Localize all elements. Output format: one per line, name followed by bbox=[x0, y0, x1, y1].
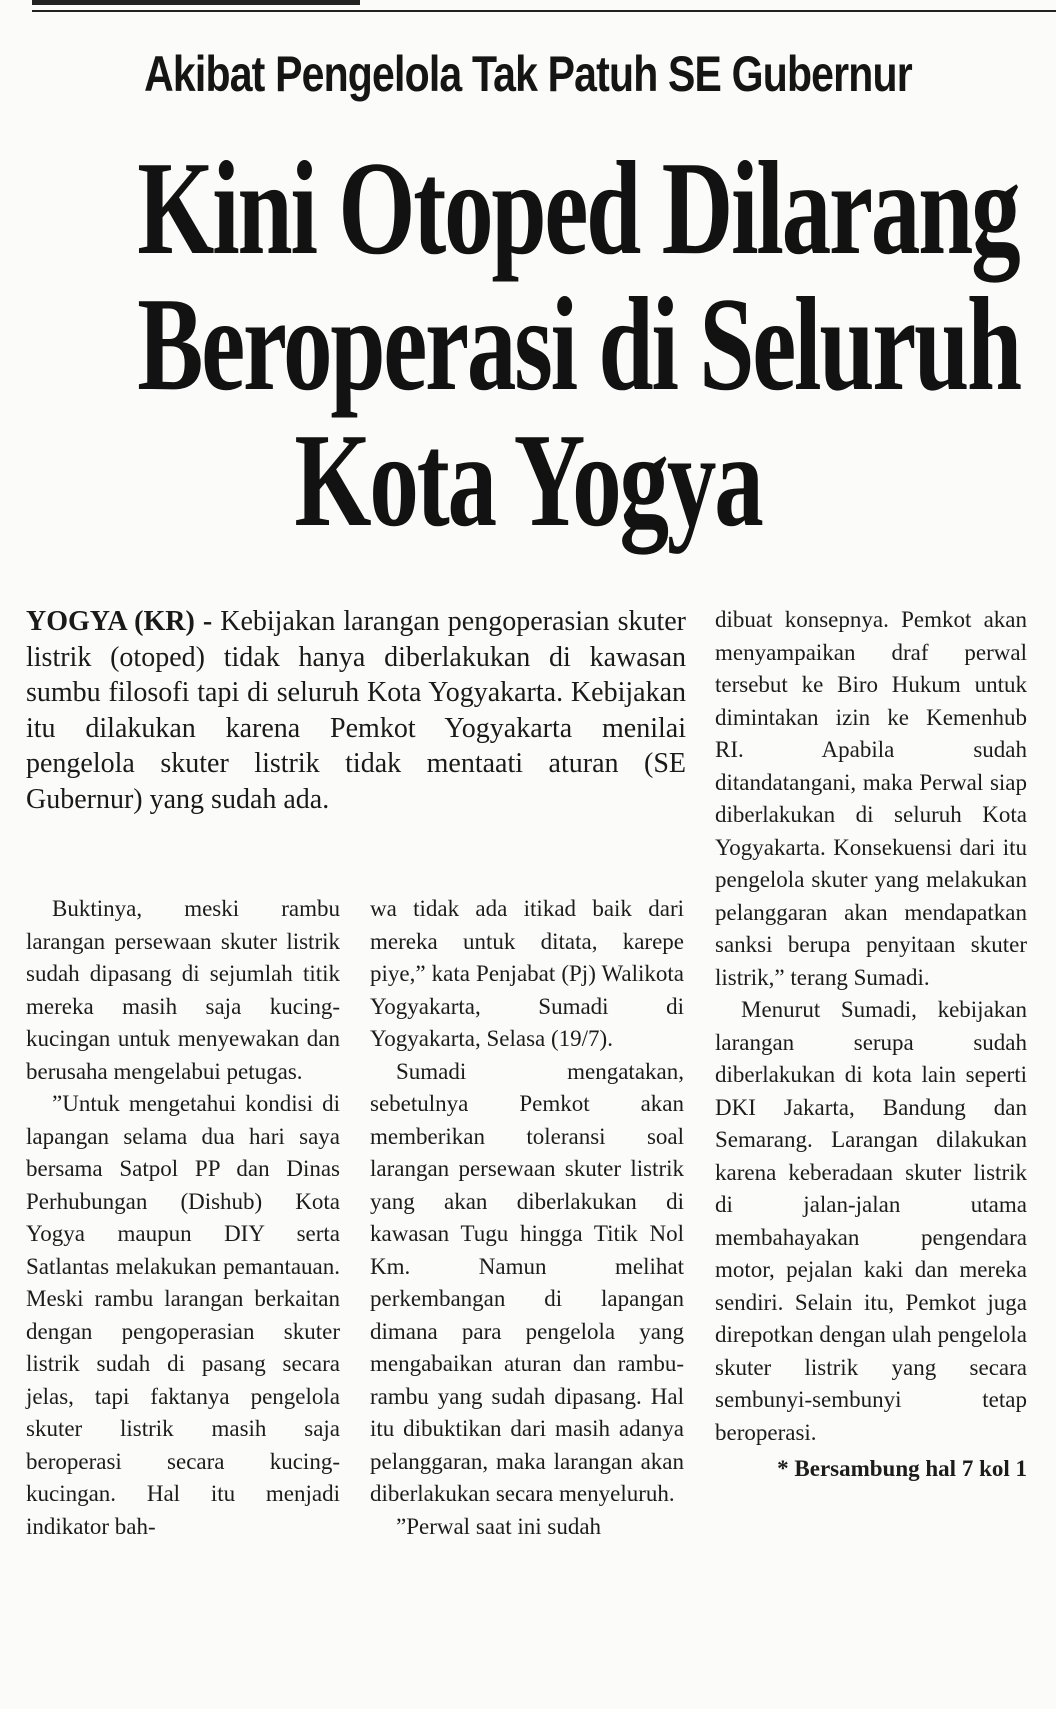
continued-note: * Bersambung hal 7 kol 1 bbox=[777, 1456, 1027, 1481]
paragraph: Menurut Sumadi, kebijakan larangan serupa sudah diberlakukan di kota lain seperti DKI Jakarta, Bandung dan Semarang. Larangan dilakukan karena keberadaan skuter listrik di jalan-jalan utama membahayakan pengendara motor, pejalan kaki dan mereka sendiri. Selain itu, Pemkot juga direpotkan dengan ulah pengelola skuter listrik yang secara sembunyi-sembunyi tetap beroperasi. bbox=[715, 997, 1027, 1445]
article-lead bbox=[26, 604, 686, 817]
top-rule-thin bbox=[32, 10, 1056, 12]
headline-line-2: Beroperasi di Seluruh bbox=[137, 270, 1020, 418]
lead-text: Kebijakan larangan pengoperasian skuter listrik (otoped) tidak hanya diberlakukan di kawasan sumbu filosofi tapi di seluruh Kota Yogyakarta. Kebijakan itu dilakukan karena Pemkot Yogyakarta menilai pengelola skuter listrik tidak mentaati aturan (SE Gubernur) yang sudah ada. bbox=[26, 606, 687, 815]
paragraph: ”Untuk mengetahui kondisi di lapangan selama dua hari saya bersama Satpol PP dan Dinas Perhubungan (Dishub) Kota Yogya maupun DIY serta Satlantas melakukan pemantauan. Meski rambu larangan berkaitan dengan pengoperasian skuter listrik sudah di pasang secara jelas, tapi faktanya pengelola skuter listrik masih saja beroperasi secara kucing-kucingan. Hal itu menjadi indikator bah- bbox=[26, 1091, 340, 1539]
body-column-1 bbox=[26, 893, 340, 1543]
paragraph: dibuat konsepnya. Pemkot akan menyampaikan draf perwal tersebut ke Biro Hukum untuk dimintakan izin ke Kemenhub RI. Apabila sudah ditandatangani, maka Perwal siap diberlakukan di seluruh Kota Yogyakarta. Konsekuensi dari itu pengelola skuter yang melakukan pelanggaran akan mendapatkan sanksi berupa penyitaan skuter listrik,” terang Sumadi. bbox=[715, 607, 1027, 990]
body-column-3 bbox=[715, 604, 1027, 1486]
paragraph: Buktinya, meski rambu larangan persewaan skuter listrik sudah dipasang di sejumlah titik mereka masih saja kucing-kucingan untuk menyewakan dan berusaha mengelabui petugas. bbox=[26, 896, 340, 1084]
paragraph: wa tidak ada itikad baik dari mereka untuk ditata, karepe piye,” kata Penjabat (Pj) Walikota Yogyakarta, Sumadi di Yogyakarta, Selasa (19/7). bbox=[370, 896, 684, 1051]
paragraph: Sumadi mengatakan, sebetulnya Pemkot akan memberikan toleransi soal larangan persewaan skuter listrik yang akan diberlakukan di kawasan Tugu hingga Titik Nol Km. Namun melihat perkembangan di lapangan dimana para pengelola yang mengabaikan aturan dan rambu-rambu yang sudah dipasang. Hal itu dibuktikan dari masih adanya pelanggaran, maka larangan akan diberlakukan secara menyeluruh. bbox=[370, 1058, 684, 1506]
dateline: YOGYA (KR) - bbox=[26, 606, 213, 637]
headline-line-1: Kini Otoped Dilarang bbox=[137, 134, 1019, 282]
body-column-2 bbox=[370, 893, 684, 1543]
article-kicker: Akibat Pengelola Tak Patuh SE Gubernur bbox=[144, 46, 912, 102]
top-rule-thick bbox=[32, 0, 360, 5]
paragraph: ”Perwal saat ini sudah bbox=[396, 1513, 602, 1539]
article-headline bbox=[0, 134, 1056, 554]
headline-line-3: Kota Yogya bbox=[294, 406, 762, 554]
